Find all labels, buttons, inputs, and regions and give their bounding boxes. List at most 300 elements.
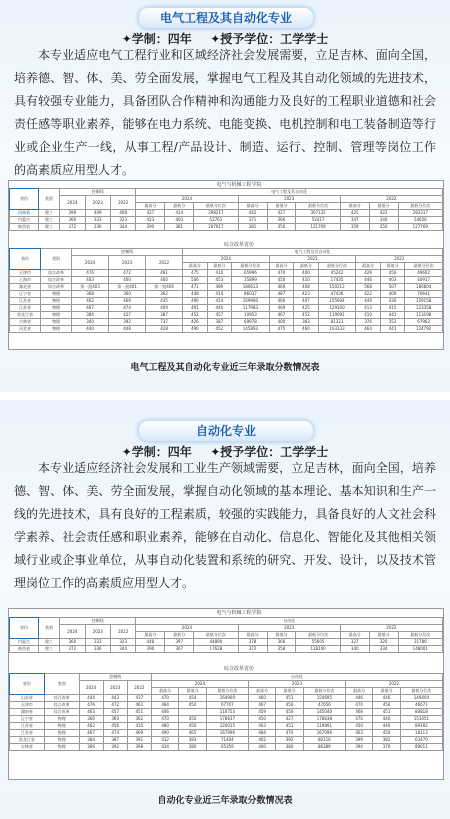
header-year: 2023 bbox=[85, 196, 110, 210]
table-cell: 425 bbox=[340, 210, 369, 217]
table-cell: 425 bbox=[294, 305, 319, 312]
table-header-row bbox=[10, 256, 443, 263]
table-caption: 自动化专业近三年录取分数情况表 bbox=[157, 796, 293, 806]
table-cell: 17435 bbox=[318, 277, 356, 284]
table-cell: 469 bbox=[109, 298, 146, 305]
province-cell: 吉林省 bbox=[10, 744, 45, 751]
table-header-row bbox=[10, 249, 443, 256]
table-cell: 460 bbox=[269, 298, 294, 305]
header-min_rank: 最低分位次 bbox=[232, 263, 270, 270]
table-cell: 381 bbox=[238, 224, 267, 231]
header-min: 最低分 bbox=[380, 263, 405, 270]
table-cell: 470 bbox=[151, 716, 178, 723]
table-cell: 372 bbox=[238, 646, 267, 653]
table-cell: 446 bbox=[356, 277, 381, 284]
table-cell: 54656 bbox=[398, 217, 442, 224]
table-cell: 178838 bbox=[303, 716, 345, 723]
table-row bbox=[10, 702, 443, 709]
table-cell: 463 bbox=[79, 709, 103, 716]
header-max: 最高分 bbox=[238, 632, 267, 639]
table-cell: 358 bbox=[267, 646, 296, 653]
table-cell: 86037 bbox=[232, 291, 270, 298]
table-cell: 422 bbox=[369, 210, 398, 217]
table-row bbox=[10, 723, 443, 730]
table-cell: 450 bbox=[276, 709, 303, 716]
province-cell: 湖南省 bbox=[10, 709, 45, 716]
table-cell: 129100 bbox=[318, 305, 356, 312]
table-cell: 450 bbox=[276, 702, 303, 709]
table-cell: 390 bbox=[136, 224, 165, 231]
table-cell: 468 bbox=[345, 709, 372, 716]
table-reform-title: 综合改革省份 bbox=[223, 242, 254, 248]
table-cell: 450 bbox=[248, 716, 275, 723]
table-cell: 119091 bbox=[318, 312, 356, 319]
table-cell: 426 bbox=[183, 319, 208, 326]
table-cell: 376 bbox=[356, 319, 381, 326]
table-cell: 164900 bbox=[206, 695, 248, 702]
table-cell: 442 bbox=[238, 210, 267, 217]
table-cell: 414 bbox=[207, 291, 232, 298]
table-cell: 381 bbox=[165, 224, 194, 231]
table-cell: 507 bbox=[380, 284, 405, 291]
header-min_rank: 最低分位次 bbox=[206, 688, 248, 695]
header-year: 2024 bbox=[60, 196, 85, 210]
table-row bbox=[10, 291, 443, 298]
table-cell: 307135 bbox=[296, 210, 340, 217]
province-cell: 天津市 bbox=[10, 702, 45, 709]
header-max: 最高分 bbox=[248, 688, 275, 695]
table-cell: 333 bbox=[85, 639, 110, 646]
table-cell: 382 bbox=[373, 737, 400, 744]
table-cell: 344 bbox=[110, 646, 135, 653]
header-min: 最低分 bbox=[165, 203, 194, 210]
table-cell: 422 bbox=[356, 291, 381, 298]
table-cell: 451 bbox=[127, 709, 151, 716]
header-min_rank: 最低分位次 bbox=[194, 632, 238, 639]
table-cell: 427 bbox=[276, 716, 303, 723]
table-cell: 403 bbox=[380, 277, 405, 284]
table-cell: 444 bbox=[79, 695, 103, 702]
table-cell: 449 bbox=[356, 298, 381, 305]
table-cell: 470 bbox=[276, 730, 303, 737]
header-max: 最高分 bbox=[136, 203, 165, 210]
major-title-badge: 电气工程及其自动化专业 bbox=[138, 7, 314, 29]
table-cell: 387 bbox=[146, 312, 183, 319]
province-cell: 吉林省 bbox=[10, 319, 41, 326]
table-cell: 409 bbox=[380, 291, 405, 298]
table-cell: 476 bbox=[79, 702, 103, 709]
header-year: 2024 bbox=[60, 625, 85, 639]
table-cell: 403 bbox=[72, 277, 109, 284]
table-cell: 414 bbox=[165, 210, 194, 217]
table-cell: 459 bbox=[248, 709, 275, 716]
table-cell: 物理 bbox=[41, 312, 72, 319]
header-province: 省份 bbox=[10, 674, 45, 695]
province-cell: 河南省 bbox=[10, 210, 39, 217]
header-year: 2022 bbox=[127, 681, 151, 695]
table-cell: 371 bbox=[238, 217, 267, 224]
table-cell: 145040 bbox=[303, 709, 345, 716]
table-cell: 443 bbox=[103, 695, 127, 702]
table-cell: 568 bbox=[356, 284, 381, 291]
header-min: 最低分 bbox=[369, 203, 398, 210]
table-cell: 383 bbox=[179, 737, 206, 744]
province-cell: 陕西省 bbox=[10, 646, 39, 653]
table-cell: 394 bbox=[345, 744, 372, 751]
table-cell: 469 bbox=[269, 305, 294, 312]
table-cell: 408 bbox=[294, 284, 319, 291]
table-cell: 461 bbox=[146, 270, 183, 277]
header-min: 最低分 bbox=[294, 263, 319, 270]
table-cell: 334 bbox=[369, 646, 398, 653]
table-cell: 理工 bbox=[38, 217, 59, 224]
table-header-row bbox=[10, 189, 443, 196]
header-control-line: 控制线 bbox=[60, 618, 136, 625]
table-row bbox=[10, 305, 443, 312]
header-max: 最高分 bbox=[136, 632, 165, 639]
header-min: 最低分 bbox=[267, 632, 296, 639]
duration-label: ✦学制：四年 bbox=[121, 445, 192, 459]
table-row bbox=[10, 217, 443, 224]
table-cell: 435 bbox=[127, 723, 151, 730]
table-cell: 113198 bbox=[405, 312, 443, 319]
table-cell: 380 bbox=[179, 744, 206, 751]
header-min_rank: 最低分位次 bbox=[194, 203, 238, 210]
table-cell: 356 bbox=[267, 224, 296, 231]
table-cell: 323 bbox=[110, 217, 135, 224]
table-cell: 366 bbox=[267, 217, 296, 224]
table-cell: 180804 bbox=[405, 284, 443, 291]
header-year: 2024 bbox=[72, 256, 109, 270]
table-cell: 综合改革 bbox=[41, 277, 72, 284]
table-cell: 65359 bbox=[206, 744, 248, 751]
table-cell: 150212 bbox=[318, 284, 356, 291]
table-row bbox=[10, 284, 443, 291]
table-cell: 409 bbox=[85, 210, 110, 217]
degree-label: ✦授予学位：工学学士 bbox=[210, 445, 329, 459]
table-cell: 476 bbox=[72, 270, 109, 277]
table-cell: 123358 bbox=[405, 305, 443, 312]
province-cell: 江苏省 bbox=[10, 305, 41, 312]
table-cell: 440 bbox=[373, 716, 400, 723]
table-cell: 407 bbox=[294, 298, 319, 305]
header-major: 电气工程及其自动化 bbox=[136, 189, 443, 196]
table-row bbox=[10, 326, 443, 333]
province-cell: 江苏省 bbox=[10, 298, 41, 305]
table-header-row bbox=[10, 618, 443, 625]
header-min_rank: 最低分位次 bbox=[400, 688, 442, 695]
province-cell: 上海市 bbox=[10, 277, 41, 284]
header-major: 电气工程及其自动化 bbox=[183, 249, 443, 256]
table-cell: 第一批403 bbox=[72, 284, 109, 291]
table-cell: 49602 bbox=[405, 270, 443, 277]
table-cell: 372 bbox=[60, 646, 85, 653]
header-year: 2022 bbox=[146, 256, 183, 270]
table-cell: 63470 bbox=[400, 737, 442, 744]
table-cell: 167096 bbox=[303, 730, 345, 737]
table-cell: 460 bbox=[248, 695, 275, 702]
table-cell: 470 bbox=[151, 695, 178, 702]
table-header-row bbox=[10, 625, 443, 632]
table-cell: 89182 bbox=[400, 723, 442, 730]
header-min: 最低分 bbox=[373, 688, 400, 695]
table-caption: 电气工程及其自动化专业近三年录取分数情况表 bbox=[130, 363, 320, 373]
table-cell: 506 bbox=[183, 277, 208, 284]
table-cell: 402 bbox=[248, 737, 275, 744]
header-year: 2024 bbox=[151, 681, 248, 688]
table-cell: 70641 bbox=[405, 291, 443, 298]
table-cell: 450 bbox=[179, 723, 206, 730]
table-cell: 399 bbox=[345, 737, 372, 744]
header-min: 最低分 bbox=[276, 688, 303, 695]
table-cell: 427 bbox=[109, 312, 146, 319]
header-control-line: 控制线 bbox=[79, 674, 151, 681]
major-description: 本专业适应电气工程行业和区域经济社会发展需要，立足吉林、面向全国，培养德、智、体、美、劳全面发展，掌握电气工程及其自动化领域的先进技术，具有较强专业能力，具备团队合作精神和沟通能力及良好的工程职业道德和社会责任感等职业素养，能够在电力系统、电能变换、电机控制和电工装备制造等行业或企业生产一线，从事工程/产品设计、制造、运行、控制、管理等岗位工作的高素质应用型人才。 bbox=[14, 48, 436, 177]
table-row bbox=[10, 210, 443, 217]
table-cell: 435 bbox=[146, 298, 183, 305]
table-cell: 67962 bbox=[405, 319, 443, 326]
header-year: 2023 bbox=[85, 625, 110, 639]
table-cell: 450 bbox=[179, 702, 206, 709]
table-cell: 440 bbox=[207, 305, 232, 312]
table-cell: 366 bbox=[267, 639, 296, 646]
table-cell: 446 bbox=[151, 709, 178, 716]
table-header-row bbox=[10, 196, 443, 203]
table-cell: 47436 bbox=[318, 291, 356, 298]
table-cell: 31786 bbox=[398, 639, 442, 646]
table-cell: 448 bbox=[109, 326, 146, 333]
header-max: 最高分 bbox=[345, 688, 372, 695]
table-cell: 409 bbox=[146, 305, 183, 312]
table-cell: 397 bbox=[165, 639, 194, 646]
province-cell: 内蒙古 bbox=[10, 217, 39, 224]
table-cell: 437 bbox=[127, 695, 151, 702]
header-min_rank: 最低分位次 bbox=[398, 203, 442, 210]
table-cell: 450 bbox=[345, 723, 372, 730]
header-province: 省份 bbox=[10, 618, 39, 639]
header-min: 最低分 bbox=[267, 203, 296, 210]
table-cell: 103133 bbox=[318, 326, 356, 333]
table-cell: 物理 bbox=[41, 319, 72, 326]
table-cell: 116753 bbox=[206, 709, 248, 716]
table-row bbox=[10, 639, 443, 646]
table-cell: 340 bbox=[340, 646, 369, 653]
table-cell: 物理 bbox=[41, 291, 72, 298]
table-cell: 490 bbox=[183, 326, 208, 333]
header-year: 2023 bbox=[238, 625, 340, 632]
header-category: 类别 bbox=[38, 189, 59, 210]
table-cell: 52417 bbox=[296, 217, 340, 224]
table-cell: 460 bbox=[294, 326, 319, 333]
header-min_rank: 最低分位次 bbox=[296, 203, 340, 210]
table-cell: 167996 bbox=[206, 730, 248, 737]
table-traditional-provinces bbox=[9, 617, 443, 653]
table-cell: 457 bbox=[207, 312, 232, 319]
header-year: 2023 bbox=[269, 256, 356, 263]
table-cell: 462 bbox=[72, 298, 109, 305]
table-cell: 综合改革 bbox=[44, 702, 79, 709]
table-cell: 360 bbox=[79, 716, 103, 723]
table-row bbox=[10, 695, 443, 702]
table-cell: 物理 bbox=[44, 716, 79, 723]
table-cell: 463 bbox=[248, 723, 275, 730]
table-cell: 423 bbox=[136, 217, 165, 224]
table-cell: 469 bbox=[269, 284, 294, 291]
table-row bbox=[10, 319, 443, 326]
table-cell: 470 bbox=[345, 702, 372, 709]
table-cell: 理工 bbox=[38, 639, 59, 646]
table-cell: 448 bbox=[183, 291, 208, 298]
table-cell: 360 bbox=[60, 217, 85, 224]
table-cell: 387 bbox=[103, 737, 127, 744]
header-year: 2024 bbox=[136, 196, 238, 203]
table-cell bbox=[179, 709, 206, 716]
admission-score-table bbox=[8, 608, 444, 780]
table-cell: 392 bbox=[276, 737, 303, 744]
table-cell: 69978 bbox=[232, 319, 270, 326]
table-cell: 46671 bbox=[400, 702, 442, 709]
header-year: 2024 bbox=[79, 681, 103, 695]
table-cell: 81323 bbox=[318, 319, 356, 326]
major-description: 本专业适应经济社会发展和工业生产领域需要，立足吉林，面向全国，培养德、智、体、美、劳全面发展，掌握自动化领域的基本理论、基本知识和生产一线的先进技术，具有良好的工程素质，较强的实践能力，具备良好的人文社会科学素养、社会责任感和职业素养，能够在自动化、信息化、智能化及其他相关领域行业或企事业单位，从事自动化装置和系统的研究、开发、设计，以及技术管理岗位工作的高素质应用型人才。 bbox=[14, 461, 436, 590]
table-cell: 487 bbox=[269, 291, 294, 298]
table-cell: 384 bbox=[79, 737, 103, 744]
table-cell: 428 bbox=[146, 326, 183, 333]
table-cell: 67707 bbox=[206, 702, 248, 709]
table-cell: 127769 bbox=[398, 224, 442, 231]
table-cell: 484 bbox=[151, 702, 178, 709]
table-cell: 第一批406 bbox=[146, 284, 183, 291]
province-cell: 辽宁省 bbox=[10, 291, 41, 298]
table-cell: 423 bbox=[294, 291, 319, 298]
table-cell: 物理 bbox=[44, 723, 79, 730]
table-cell: 10953 bbox=[232, 312, 270, 319]
table-cell: 理工 bbox=[38, 210, 59, 217]
table-cell: 344 bbox=[110, 224, 135, 231]
header-max: 最高分 bbox=[340, 632, 369, 639]
table-cell: 410 bbox=[207, 270, 232, 277]
table-row bbox=[10, 730, 443, 737]
table-cell: 400 bbox=[294, 270, 319, 277]
province-cell: 江苏省 bbox=[10, 730, 45, 737]
table-cell: 484 bbox=[248, 730, 275, 737]
table-row bbox=[10, 716, 443, 723]
table-cell: 463 bbox=[345, 730, 372, 737]
table-cell: 430 bbox=[380, 298, 405, 305]
table-cell: 446 bbox=[345, 695, 372, 702]
table-cell: 472 bbox=[109, 270, 146, 277]
header-max: 最高分 bbox=[151, 688, 178, 695]
header-year: 2023 bbox=[248, 681, 345, 688]
table-cell: 399 bbox=[60, 210, 85, 217]
table-cell: 362 bbox=[127, 716, 151, 723]
table-cell: 474 bbox=[109, 305, 146, 312]
table-cell: 物理 bbox=[44, 737, 79, 744]
table-cell: 第一批401 bbox=[109, 284, 146, 291]
header-min_rank: 最低分位次 bbox=[296, 632, 340, 639]
header-year: 2024 bbox=[136, 625, 238, 632]
table-cell: 489 bbox=[207, 284, 232, 291]
table-cell: 336 bbox=[85, 224, 110, 231]
table-cell: 120015 bbox=[206, 723, 248, 730]
table-cell: 451 bbox=[276, 723, 303, 730]
table-reform-provinces bbox=[9, 248, 443, 333]
header-max: 最高分 bbox=[238, 203, 267, 210]
table-cell: 89011 bbox=[400, 744, 442, 751]
header-year: 2022 bbox=[356, 256, 443, 263]
table-cell: 475 bbox=[269, 326, 294, 333]
header-min: 最低分 bbox=[207, 263, 232, 270]
table-cell: 467 bbox=[248, 702, 275, 709]
table-cell: 457 bbox=[103, 709, 127, 716]
province-cell: 山东省 bbox=[10, 695, 45, 702]
table-cell: 464 bbox=[356, 326, 381, 333]
table-cell: 47656 bbox=[303, 702, 345, 709]
table-cell: 452 bbox=[294, 312, 319, 319]
table-cell: 470 bbox=[269, 270, 294, 277]
table-cell: 490 bbox=[151, 730, 178, 737]
table-cell: 400 bbox=[248, 744, 275, 751]
table-cell: 392 bbox=[109, 319, 146, 326]
table-cell: 86389 bbox=[303, 744, 345, 751]
table-cell: 367 bbox=[165, 646, 194, 653]
table-cell: 467 bbox=[269, 312, 294, 319]
header-min: 最低分 bbox=[165, 632, 194, 639]
table-school-title: 电气与机械工程学院 bbox=[216, 182, 262, 188]
header-year: 2023 bbox=[109, 256, 146, 270]
duration-label: ✦学制：四年 bbox=[121, 32, 192, 46]
table-cell: 446 bbox=[373, 695, 400, 702]
table-cell: 452 bbox=[183, 312, 208, 319]
table-cell: 149404 bbox=[400, 695, 442, 702]
table-cell: 451 bbox=[276, 695, 303, 702]
table-cell: 390 bbox=[136, 646, 165, 653]
table-cell: 415 bbox=[380, 305, 405, 312]
table-cell: 理工 bbox=[38, 646, 59, 653]
table-cell: 336 bbox=[85, 646, 110, 653]
table-cell: 450 bbox=[373, 730, 400, 737]
table-cell: 283317 bbox=[398, 210, 442, 217]
table-cell: 410 bbox=[356, 312, 381, 319]
table-cell: 465 bbox=[179, 730, 206, 737]
province-cell: 陕西省 bbox=[10, 224, 39, 231]
table-cell: 物理 bbox=[44, 730, 79, 737]
table-cell: 370 bbox=[373, 744, 400, 751]
table-cell: 384 bbox=[72, 312, 109, 319]
table-cell: 410 bbox=[294, 277, 319, 284]
table-cell: 372 bbox=[60, 224, 85, 231]
province-cell: 江苏省 bbox=[10, 723, 45, 730]
header-max: 最高分 bbox=[269, 263, 294, 270]
table-cell: 387 bbox=[207, 319, 232, 326]
table-cell: 35899 bbox=[232, 277, 270, 284]
table-cell: 180613 bbox=[232, 284, 270, 291]
table-cell: 340 bbox=[72, 319, 109, 326]
table-cell: 359 bbox=[340, 224, 369, 231]
header-category: 类别 bbox=[41, 249, 72, 270]
table-cell: 380 bbox=[276, 744, 303, 751]
table-cell: 298217 bbox=[194, 210, 238, 217]
table-cell: 451 bbox=[373, 709, 400, 716]
header-control-line: 控制线 bbox=[72, 249, 183, 256]
table-cell: 55605 bbox=[296, 639, 340, 646]
province-cell: 黑龙江省 bbox=[10, 312, 41, 319]
header-min: 最低分 bbox=[179, 688, 206, 695]
table-cell: 物理 bbox=[41, 326, 72, 333]
table-cell: 400 bbox=[109, 277, 146, 284]
header-min_rank: 最低分位次 bbox=[303, 688, 345, 695]
province-cell: 辽宁省 bbox=[10, 716, 45, 723]
